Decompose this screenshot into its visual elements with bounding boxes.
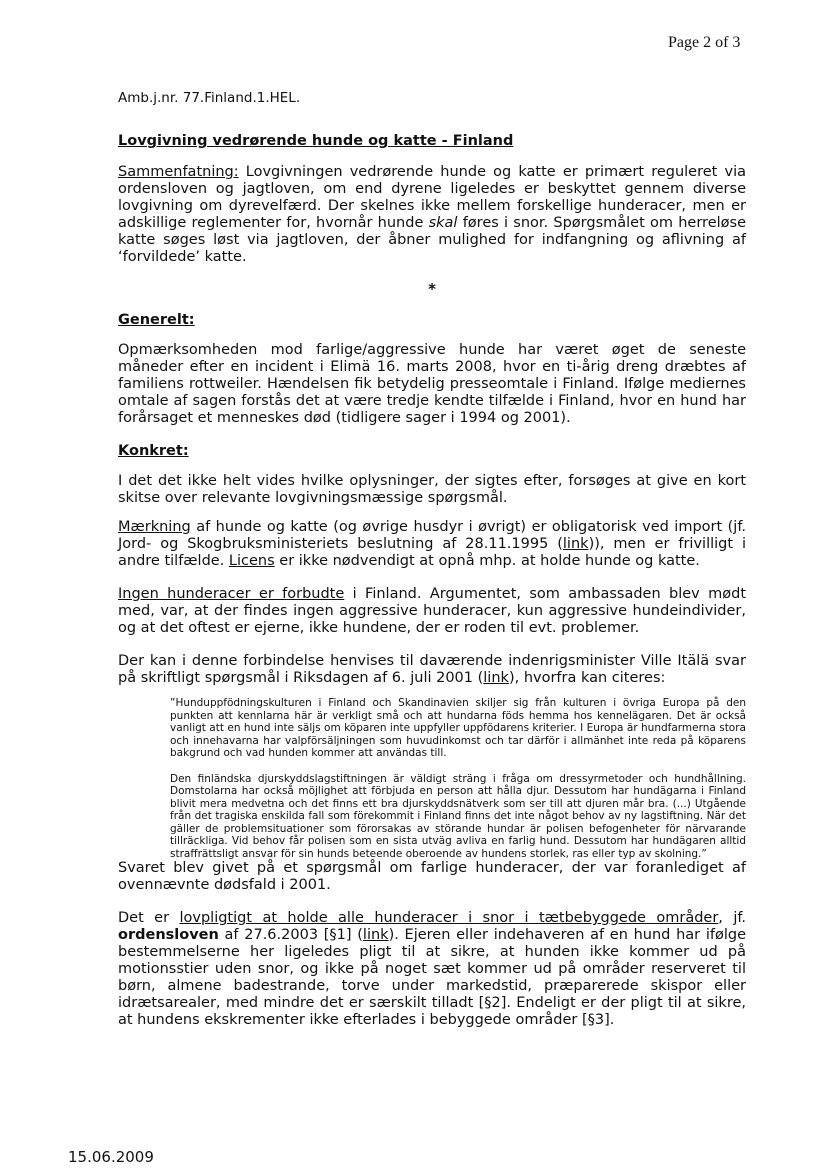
summary-emphasis: skal <box>428 215 458 231</box>
leash-label: lovpligtigt at holde alle hunderacer i snor i tætbebyggede områder <box>179 910 719 926</box>
concrete-heading: Konkret: <box>118 443 189 459</box>
summary-text: Lovgivningen vedrørende hunde og katte er primært reguleret via ordensloven og jagtloven, om end dyrene ligeledes er beskyttet gennem diverse lovgivning om dyrevelfærd. Der skelnes ikke mellem forskellige hunderacer, men er adskillige reglementer for, hvornår hunde <box>118 164 746 231</box>
marking-text-mid: )), men er frivilligt i andre tilfælde. <box>118 536 746 569</box>
minister-paragraph <box>118 653 746 687</box>
footer-date: 15.06.2009 <box>68 1148 154 1166</box>
document-body <box>118 90 746 1029</box>
quote-paragraph-2: Den finländska djurskyddslagstiftningen är väldigt sträng i fråga om dressyrmetoder och hundhållning. Domstolarna har också möjlighet att förbjuda en person att hålla djur. Dessutom har hundägarna i Finland blivit mera medvetna och det finns ett bra djurskyddsnätverk som ser till att djuren mår bra. (...) Utgående från det tragiska enskilda fall som förekommit i Finland finns det inte något behov av ny lagstiftning. När det gäller de problemsituationer som förorsakas av störande hundar är polisen befogenheter för närvarande tillräckliga. Vid behov får polisen som en sista utväg avliva en farlig hund. Dessutom har hundägaren alltid straffrättsligt ansvar för sin hunds beteende oberoende av hundens storlek, ras eller typ av skolning.” <box>170 772 746 860</box>
quote-paragraph-1: ”Hunduppfödningskulturen i Finland och Skandinavien skiljer sig från kulturen i övriga Europa på den punkten att kennlarna här är verkligt små och att hundarna föds hemma hos kennelägaren. Det är också vanligt att en hund inte säljs om köparen inte uppfyller uppfödarens kriterier. I Europa är hundfarmerna stora och innehavarna har valpförsäljningen som huvudinkomst och tar därför i allmänhet inte reda på köparens bakgrund och vad hunden kommer att användas till. <box>170 697 746 759</box>
marking-link[interactable]: link <box>562 536 589 552</box>
document-title: Lovgivning vedrørende hunde og katte - Finland <box>118 133 514 149</box>
leash-text-end: ). Ejeren eller indehaveren af en hund har ifølge bestemmelserne her ligeledes pligt til at sikre, at hunden ikke kommer ud på motionsstier uden snor, og ikke på noget sæt kommer ud på områder reserveret til børn, almene badestrande, torve under markedstid, præparerede skispor eller idrætsarealer, med mindre det er særskilt tilladt [§2]. Endeligt er der pligt til at sikre, at hundens ekskrementer ikke efterlades i bebyggede områder [§3]. <box>118 927 747 1028</box>
section-separator: * <box>428 280 436 298</box>
minister-text: Der kan i denne forbindelse henvises til daværende indenrigsminister Ville Itälä svar på skriftligt spørgsmål i Riksdagen af 6. juli 2001 ( <box>118 653 746 686</box>
marking-text: af hunde og katte (og øvrige husdyr i øvrigt) er obligatorisk ved import (jf. Jord- og Skogbruksministeriets beslutning af 28.11.1995 ( <box>118 519 746 552</box>
page-number: Page 2 of 3 <box>668 34 741 51</box>
answer-paragraph: Svaret blev givet på et spørgsmål om farlige hunderacer, der var foranlediget af ovennævnte dødsfald i 2001. <box>118 860 746 893</box>
concrete-intro: I det det ikke helt vides hvilke oplysninger, der sigtes efter, forsøges at give en kort skitse over relevante lovgivningsmæssige spørgsmål. <box>118 473 746 506</box>
reference-number: Amb.j.nr. 77.Finland.1.HEL. <box>118 90 301 106</box>
breeds-label: Ingen hunderacer er forbudte <box>118 586 345 602</box>
quote-block <box>170 697 746 860</box>
marking-label: Mærkning <box>118 519 191 535</box>
summary-paragraph <box>118 164 746 266</box>
leash-text-3: af 27.6.2003 [§1] ( <box>218 927 363 943</box>
breeds-text: i Finland. Argumentet, som ambassaden blev mødt med, var, at der findes ingen aggressive hunderacer, kun aggressive hundeindivider, og at det oftest er ejerne, ikke hundene, der er roden til evt. problemer. <box>118 586 747 636</box>
marking-text-end: er ikke nødvendigt at opnå mhp. at holde hunde og katte. <box>274 553 700 569</box>
leash-text-2: , jf. <box>718 910 747 926</box>
marking-paragraph <box>118 519 746 570</box>
leash-paragraph <box>118 910 746 1029</box>
law-name: ordensloven <box>118 927 219 943</box>
summary-label: Sammenfatning: <box>118 164 239 180</box>
general-heading: Generelt: <box>118 312 195 328</box>
breeds-paragraph <box>118 586 746 637</box>
summary-text-end: føres i snor. Spørgsmålet om herreløse katte søges løst via jagtloven, der åbner mulighed for indfangning og aflivning af ‘forvildede’ katte. <box>118 215 746 265</box>
minister-text-end: ), hvorfra kan citeres: <box>508 670 666 686</box>
leash-link[interactable]: link <box>362 927 389 943</box>
minister-link[interactable]: link <box>483 670 509 686</box>
general-paragraph: Opmærksomheden mod farlige/aggressive hunde har været øget de seneste måneder efter en incident i Elimä 16. marts 2008, hvor en ti-årig dreng dræbtes af familiens rottweiler. Hændelsen fik betydelig presseomtale i Finland. Ifølge mediernes omtale af sagen forstås det at være tredje kendte tilfælde i Finland, hvor en hund har forårsaget et menneskes død (tidligere sager i 1994 og 2001). <box>118 342 746 426</box>
licens-label: Licens <box>228 553 275 569</box>
leash-text: Det er <box>118 910 180 926</box>
